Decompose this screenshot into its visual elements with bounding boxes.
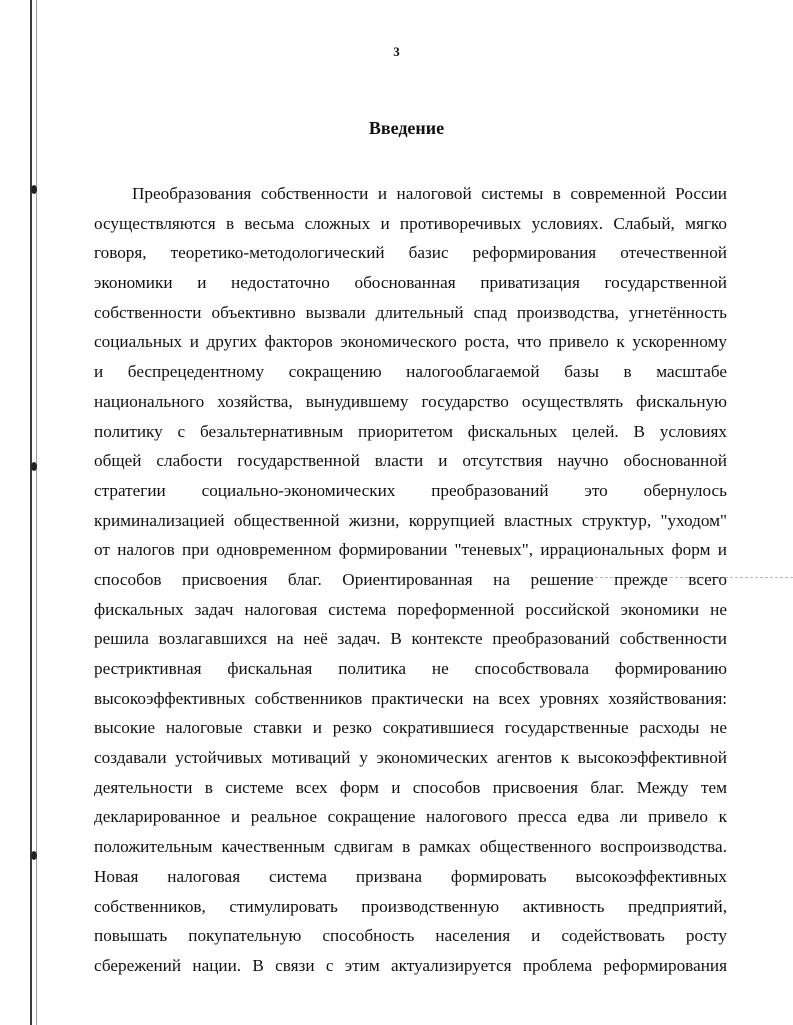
text-line: политику с безальтернативным приоритетом фискальных целей. В условиях <box>94 421 727 441</box>
text-line: положительным качественным сдвигам в рамках общественного воспроизводства. <box>94 837 727 857</box>
text-line: собственников, стимулировать производственную активность предприятий, <box>94 896 727 916</box>
text-line: рестриктивная фискальная политика не способствовала формированию <box>94 659 727 678</box>
text-line: повышать покупательную способность населения и содействовать росту <box>94 926 727 946</box>
text-line: криминализацией общественной жизни, коррупцией властных структур, "уходом" <box>94 510 727 530</box>
body-paragraph <box>94 179 727 981</box>
text-line: стратегии социально-экономических преобразований это обернулось <box>94 480 727 500</box>
text-line: осуществляются в весьма сложных и противоречивых условиях. Слабый, мягко <box>94 213 727 233</box>
text-line: создавали устойчивых мотиваций у экономических агентов к высокоэффективной <box>94 748 727 768</box>
text-line: решила возлагавшихся на неё задач. В контексте преобразований собственности <box>94 629 727 649</box>
text-line: фискальных задач налоговая система пореформенной российской экономики не <box>94 599 727 619</box>
text-line: Преобразования собственности и налоговой системы в современной России <box>132 184 727 203</box>
text-line: общей слабости государственной власти и отсутствия научно обоснованной <box>94 451 727 471</box>
binding-hole-mark <box>31 851 37 860</box>
text-line: собственности объективно вызвали длительный спад производства, угнетённость <box>94 302 727 322</box>
scan-binding-edge <box>30 0 32 1025</box>
text-line: экономики и недостаточно обоснованная приватизация государственной <box>94 273 727 293</box>
text-line: говоря, теоретико-методологический базис реформирования отечественной <box>94 243 727 263</box>
text-line: от налогов при одновременном формировании "теневых", иррациональных форм и <box>94 540 727 560</box>
text-line: национального хозяйства, вынудившему государство осуществлять фискальную <box>94 391 727 411</box>
text-line: способов присвоения благ. Ориентированная на решение прежде всего <box>94 569 727 589</box>
text-line: социальных и других факторов экономического роста, что привело к ускоренному <box>94 332 727 352</box>
page-title: Введение <box>368 118 445 138</box>
scan-binding-edge-inner <box>36 0 37 1025</box>
text-line: высокоэффективных собственников практически на всех уровнях хозяйствования: <box>94 688 727 708</box>
binding-hole-mark <box>31 185 37 194</box>
text-line: сбережений нации. В связи с этим актуализируется проблема реформирования <box>94 955 727 975</box>
binding-hole-mark <box>31 462 37 471</box>
text-line: деятельности в системе всех форм и способов присвоения благ. Между тем <box>94 777 727 797</box>
text-line: и беспрецедентному сокращению налогооблагаемой базы в масштабе <box>94 362 727 382</box>
text-line: Новая налоговая система призвана формировать высокоэффективных <box>94 866 727 886</box>
text-line: высокие налоговые ставки и резко сократившиеся государственные расходы не <box>94 718 727 738</box>
page-number: 3 <box>393 44 400 59</box>
text-line: декларированное и реальное сокращение налогового пресса едва ли привело к <box>94 807 727 827</box>
